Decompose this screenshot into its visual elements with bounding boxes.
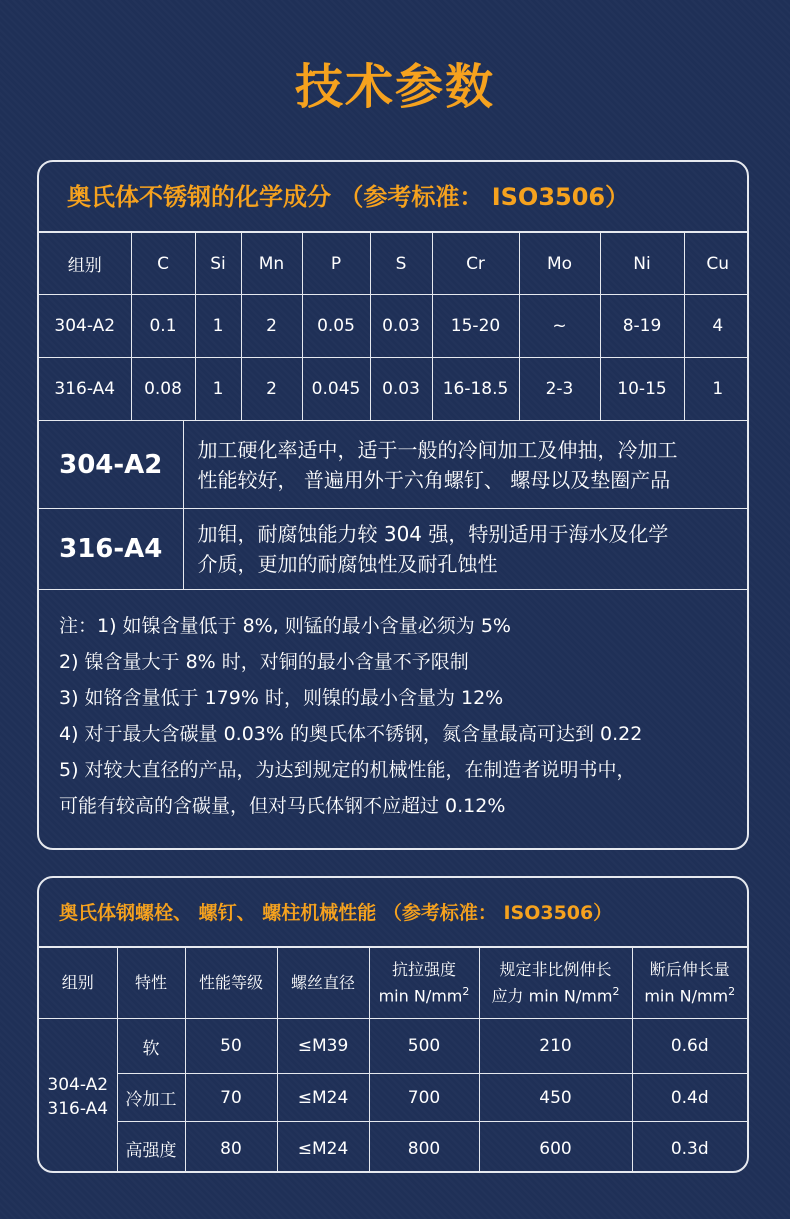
unit-sup: 2 <box>728 984 736 998</box>
composition-card <box>37 160 749 850</box>
header-line: 断后伸长量 <box>649 959 730 979</box>
table-cell: 0.045 <box>302 358 370 421</box>
table-cell: 70 <box>185 1074 277 1122</box>
grade-name: 304-A2 <box>39 421 183 509</box>
table-row <box>39 1122 747 1174</box>
col-header: Ni <box>600 233 684 295</box>
table-cell: 高强度 <box>117 1122 185 1174</box>
table-cell: ~ <box>519 295 600 358</box>
mechanical-header-row <box>39 948 747 1019</box>
table-cell: 0.03 <box>370 358 432 421</box>
unit-sup: 2 <box>462 984 470 998</box>
table-cell: 304-A2 <box>39 295 131 358</box>
header-line <box>480 981 632 1007</box>
grade-description <box>183 421 747 509</box>
table-row <box>39 295 749 358</box>
table-cell: 700 <box>369 1074 479 1122</box>
mechanical-table <box>39 948 747 1173</box>
col-header: 组别 <box>39 233 131 295</box>
note-line: 3) 如铬含量低于 179% 时，则镍的最小含量为 12% <box>59 687 504 709</box>
description-line: 加工硬化率适中，适于一般的冷间加工及伸抽，冷加工 <box>197 437 678 462</box>
note-line: 5) 对较大直径的产品，为达到规定的机械性能，在制造者说明书中， <box>59 759 636 781</box>
col-header: 性能等级 <box>185 948 277 1019</box>
header-line: 抗拉强度 <box>391 959 456 979</box>
unit: min N/mm <box>644 986 729 1006</box>
table-row <box>39 1074 747 1122</box>
description-line: 性能较好， 普遍用外于六角螺钉、 螺母以及垫圈产品 <box>197 467 671 492</box>
header-line <box>370 981 479 1007</box>
composition-header: 奥氏体不锈钢的化学成分 （参考标准： ISO3506） <box>39 162 747 233</box>
table-cell: 0.3d <box>632 1122 747 1174</box>
col-header: Mn <box>241 233 302 295</box>
col-header: Cu <box>684 233 749 295</box>
col-header: Mo <box>519 233 600 295</box>
table-cell: 450 <box>479 1074 632 1122</box>
header-line <box>633 981 748 1007</box>
note-line: 注：1) 如镍含量低于 8%, 则锰的最小含量必须为 5% <box>59 615 511 637</box>
header-line: 规定非比例伸长 <box>499 959 612 979</box>
page-title: 技术参数 <box>294 59 495 115</box>
note-line: 可能有较高的含碳量，但对马氏体钢不应超过 0.12% <box>59 795 506 817</box>
table-cell: 0.08 <box>131 358 195 421</box>
table-cell: 10-15 <box>600 358 684 421</box>
unit-sup: 2 <box>612 984 620 998</box>
mechanical-header: 奥氏体钢螺栓、 螺钉、 螺柱机械性能 （参考标准： ISO3506） <box>39 878 747 948</box>
col-header: P <box>302 233 370 295</box>
col-header: Cr <box>432 233 519 295</box>
col-header: C <box>131 233 195 295</box>
table-cell: 600 <box>479 1122 632 1174</box>
composition-table <box>39 233 749 421</box>
table-cell: 0.1 <box>131 295 195 358</box>
group-cell <box>39 1019 117 1174</box>
unit: min N/mm <box>378 986 463 1006</box>
col-header: S <box>370 233 432 295</box>
table-cell: 冷加工 <box>117 1074 185 1122</box>
table-cell: 50 <box>185 1019 277 1074</box>
table-cell: ≤M24 <box>277 1122 369 1174</box>
grade-description-row <box>39 509 747 590</box>
grade-description-table <box>39 421 747 590</box>
col-header <box>369 948 479 1019</box>
table-cell: 500 <box>369 1019 479 1074</box>
table-cell: 2-3 <box>519 358 600 421</box>
col-header: 特性 <box>117 948 185 1019</box>
col-header: 螺丝直径 <box>277 948 369 1019</box>
unit: 应力 min N/mm <box>491 986 613 1006</box>
table-row <box>39 358 749 421</box>
table-cell: 210 <box>479 1019 632 1074</box>
table-cell: 软 <box>117 1019 185 1074</box>
composition-header-row <box>39 233 749 295</box>
table-cell: 0.03 <box>370 295 432 358</box>
table-cell: 1 <box>684 358 749 421</box>
description-line: 加钼，耐腐蚀能力较 304 强，特别适用于海水及化学 <box>197 522 669 546</box>
table-cell: ≤M24 <box>277 1074 369 1122</box>
col-header: 组别 <box>39 948 117 1019</box>
note-line: 2) 镍含量大于 8% 时，对铜的最小含量不予限制 <box>59 651 469 673</box>
table-cell: 1 <box>195 295 241 358</box>
mechanical-card <box>37 876 749 1173</box>
table-cell: 2 <box>241 295 302 358</box>
table-cell: 16-18.5 <box>432 358 519 421</box>
note-line: 4) 对于最大含碳量 0.03% 的奥氏体不锈钢，氮含量最高可达到 0.22 <box>59 723 643 745</box>
table-cell: 316-A4 <box>39 358 131 421</box>
col-header <box>632 948 747 1019</box>
table-cell: 2 <box>241 358 302 421</box>
notes-section <box>39 590 747 824</box>
col-header <box>479 948 632 1019</box>
col-header: Si <box>195 233 241 295</box>
table-cell: ≤M39 <box>277 1019 369 1074</box>
grade-name: 316-A4 <box>39 509 183 590</box>
description-line: 介质，更加的耐腐蚀性及耐孔蚀性 <box>197 552 498 576</box>
table-cell: 8-19 <box>600 295 684 358</box>
table-cell: 0.05 <box>302 295 370 358</box>
group-line: 316-A4 <box>47 1098 109 1119</box>
table-cell: 4 <box>684 295 749 358</box>
table-cell: 0.6d <box>632 1019 747 1074</box>
grade-description <box>183 509 747 590</box>
table-cell: 0.4d <box>632 1074 747 1122</box>
table-cell: 800 <box>369 1122 479 1174</box>
table-cell: 1 <box>195 358 241 421</box>
table-cell: 15-20 <box>432 295 519 358</box>
group-line: 304-A2 <box>47 1074 109 1095</box>
table-row <box>39 1019 747 1074</box>
grade-description-row <box>39 421 747 509</box>
table-cell: 80 <box>185 1122 277 1174</box>
